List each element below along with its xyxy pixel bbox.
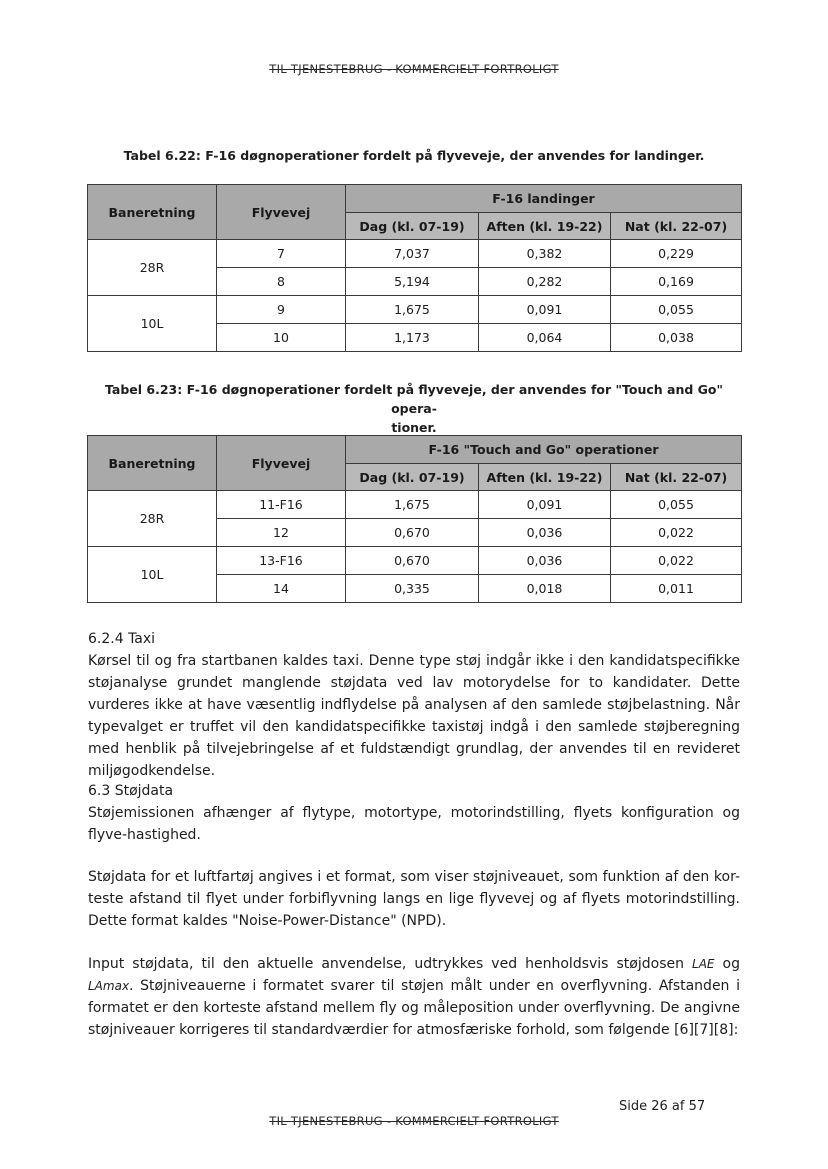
cell-dag: 5,194 — [346, 268, 479, 296]
table2-caption-line1: Tabel 6.23: F-16 døgnoperationer fordelt på flyveveje, der anvendes for "Touch and Go" opera- — [105, 382, 723, 416]
cell-aften: 0,091 — [479, 296, 611, 324]
cell-flyvevej: 13-F16 — [217, 547, 346, 575]
cell-nat: 0,011 — [611, 575, 742, 603]
cell-baneretning: 28R — [88, 240, 217, 296]
cell-nat: 0,055 — [611, 296, 742, 324]
cell-aften: 0,036 — [479, 519, 611, 547]
section-stojdata-p3 — [88, 953, 740, 1041]
header-nat: Nat (kl. 22-07) — [611, 213, 742, 240]
page-number: Side 26 af 57 — [619, 1099, 706, 1114]
table-f16-touch-and-go — [87, 435, 742, 603]
paragraph-stoj-3-part-b: . Støjniveauerne i formatet svarer til støjen målt under en overflyvning. Afstanden i formatet er den korteste afstand mellem fly og måleposition under overflyvning. De angivne støjniveauer korrigeres til standardværdier for atmosfæriske forhold, som følgende [6][7][8]: — [88, 978, 740, 1038]
paragraph-stoj-3-part-a: Input støjdata, til den aktuelle anvendelse, udtrykkes ved henholdsvis støjdosen — [88, 956, 693, 972]
cell-aften: 0,091 — [479, 491, 611, 519]
section-taxi — [88, 628, 740, 782]
header-aften: Aften (kl. 19-22) — [479, 464, 611, 491]
cell-dag: 0,335 — [346, 575, 479, 603]
table-row — [88, 491, 742, 519]
cell-aften: 0,282 — [479, 268, 611, 296]
heading-taxi: 6.2.4 Taxi — [88, 631, 156, 647]
cell-flyvevej: 9 — [217, 296, 346, 324]
paragraph-taxi: Kørsel til og fra startbanen kaldes taxi. Denne type støj indgår ikke i den kandidatspecifikke støjanalyse grundet manglende støjdata ved lav motorydelse for to kandidater. Dette vurderes ikke at have væsentlig indflydelse på analysen af den samlede støjbelastning. Når typevalget er truffet vil den kandidatspecifikke taxistøj indgå i den samlede støjberegning med henblik på tilvejebringelse af et fuldstændigt grundlag, der anvendes til en revideret miljøgodkendelse. — [88, 653, 740, 779]
paragraph-stoj-3-og: og — [714, 956, 740, 972]
table-row — [88, 547, 742, 575]
cell-aften: 0,018 — [479, 575, 611, 603]
header-nat: Nat (kl. 22-07) — [611, 464, 742, 491]
cell-aften: 0,036 — [479, 547, 611, 575]
cell-aften: 0,064 — [479, 324, 611, 352]
table-row — [88, 240, 742, 268]
cell-nat: 0,038 — [611, 324, 742, 352]
header-dag: Dag (kl. 07-19) — [346, 213, 479, 240]
cell-nat: 0,055 — [611, 491, 742, 519]
header-flyvevej: Flyvevej — [217, 185, 346, 240]
cell-baneretning: 28R — [88, 491, 217, 547]
cell-flyvevej: 12 — [217, 519, 346, 547]
cell-dag: 1,173 — [346, 324, 479, 352]
header-aften: Aften (kl. 19-22) — [479, 213, 611, 240]
cell-dag: 1,675 — [346, 296, 479, 324]
cell-nat: 0,022 — [611, 547, 742, 575]
cell-nat: 0,169 — [611, 268, 742, 296]
table1-caption: Tabel 6.22: F-16 døgnoperationer fordelt på flyveveje, der anvendes for landinger. — [123, 148, 705, 163]
cell-dag: 7,037 — [346, 240, 479, 268]
table-f16-landinger — [87, 184, 742, 352]
cell-flyvevej: 10 — [217, 324, 346, 352]
paragraph-stoj-3 — [88, 953, 740, 1041]
table2-caption-line2: tioner. — [391, 420, 437, 435]
header-baneretning: Baneretning — [88, 185, 217, 240]
header-group: F-16 landinger — [346, 185, 742, 213]
table2-caption — [88, 380, 740, 437]
header-group: F-16 "Touch and Go" operationer — [346, 436, 742, 464]
cell-flyvevej: 14 — [217, 575, 346, 603]
cell-dag: 0,670 — [346, 547, 479, 575]
cell-nat: 0,022 — [611, 519, 742, 547]
cell-baneretning: 10L — [88, 296, 217, 352]
classification-header: TIL TJENESTEBRUG - KOMMERCIELT FORTROLIGT — [269, 62, 559, 76]
section-stojdata-p2 — [88, 866, 740, 932]
header-dag: Dag (kl. 07-19) — [346, 464, 479, 491]
symbol-lamax: LAmax — [88, 979, 130, 993]
cell-aften: 0,382 — [479, 240, 611, 268]
header-baneretning: Baneretning — [88, 436, 217, 491]
symbol-lae: LAE — [692, 957, 715, 971]
cell-flyvevej: 11-F16 — [217, 491, 346, 519]
heading-stojdata: 6.3 Støjdata — [88, 783, 174, 799]
cell-nat: 0,229 — [611, 240, 742, 268]
cell-flyvevej: 7 — [217, 240, 346, 268]
table-row — [88, 296, 742, 324]
cell-flyvevej: 8 — [217, 268, 346, 296]
cell-dag: 1,675 — [346, 491, 479, 519]
cell-baneretning: 10L — [88, 547, 217, 603]
paragraph-stoj-2: Støjdata for et luftfartøj angives i et format, som viser støjniveauet, som funktion af den kor-teste afstand til flyet under forbiflyvning langs en lige flyvevej og af flyets motorindstilling. Dette format kaldes "Noise-Power-Distance" (NPD). — [88, 869, 740, 929]
paragraph-stoj-1: Støjemissionen afhænger af flytype, motortype, motorindstilling, flyets konfiguration og flyve-hastighed. — [88, 805, 740, 843]
classification-footer: TIL TJENESTEBRUG - KOMMERCIELT FORTROLIGT — [269, 1114, 559, 1128]
header-flyvevej: Flyvevej — [217, 436, 346, 491]
cell-dag: 0,670 — [346, 519, 479, 547]
section-stojdata — [88, 780, 740, 846]
